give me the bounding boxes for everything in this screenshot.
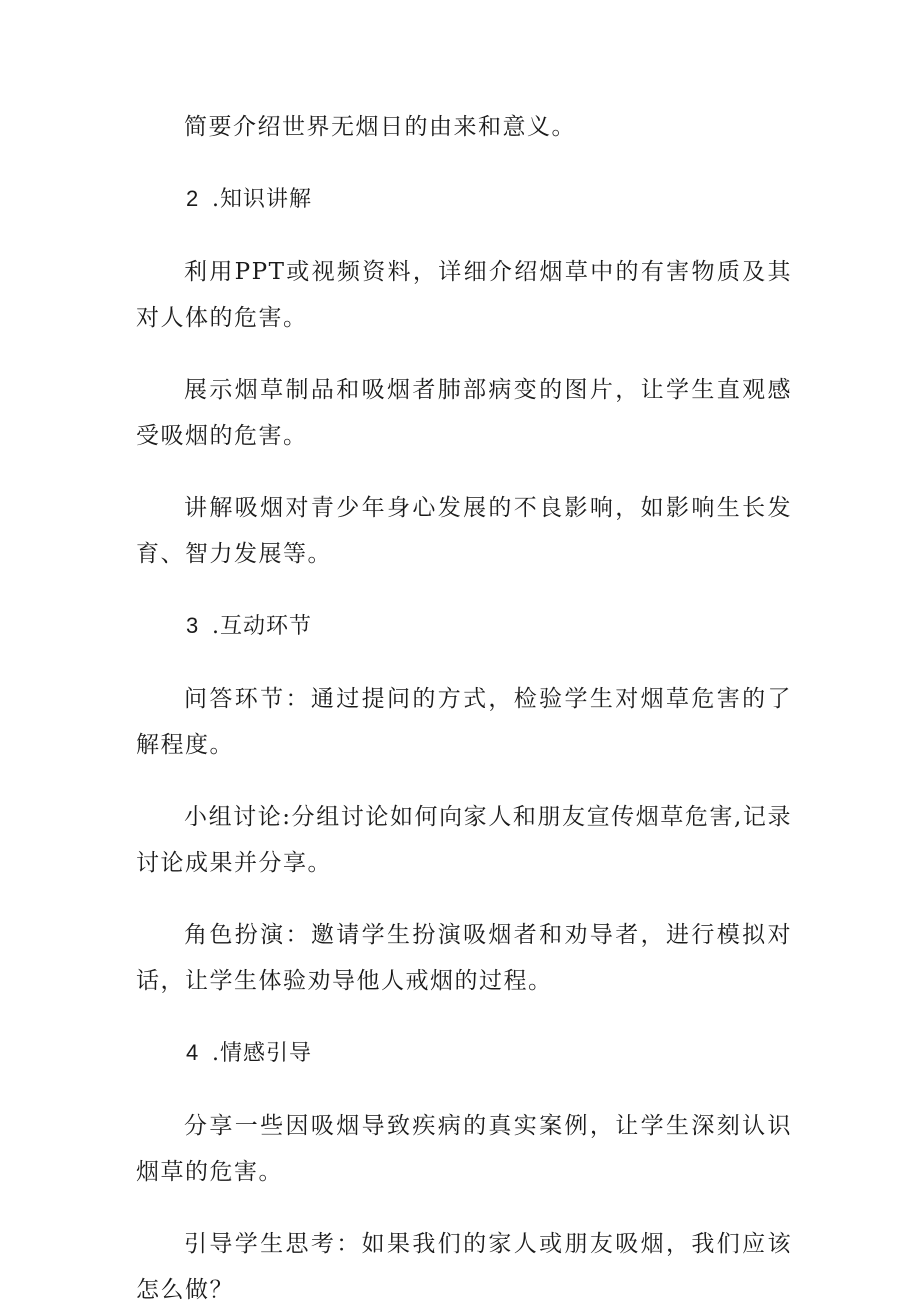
paragraph-intro-meaning: 简要介绍世界无烟日的由来和意义。	[184, 114, 576, 140]
section-heading-interaction	[136, 603, 792, 650]
document-body	[136, 104, 792, 1313]
section-title: .互动环节	[212, 614, 312, 639]
paragraph-role-play: 角色扮演：邀请学生扮演吸烟者和劝导者，进行模拟对话，让学生体验劝导他人戒烟的过程。	[136, 922, 792, 994]
paragraph-group-discussion: 小组讨论:分组讨论如何向家人和朋友宣传烟草危害,记录讨论成果并分享。	[136, 804, 792, 876]
section-title: .知识讲解	[212, 187, 312, 212]
paragraph-real-cases: 分享一些因吸烟导致疾病的真实案例，让学生深刻认识烟草的危害。	[136, 1113, 792, 1185]
section-title: .情感引导	[212, 1041, 312, 1066]
section-number: 4	[186, 1040, 200, 1065]
paragraph-harmful-substances: 利用PPT或视频资料，详细介绍烟草中的有害物质及其对人体的危害。	[136, 259, 792, 331]
section-heading-emotion	[136, 1030, 792, 1077]
paragraph-reflection: 引导学生思考：如果我们的家人或朋友吸烟，我们应该怎么做？	[136, 1231, 792, 1303]
section-heading-knowledge	[136, 176, 792, 223]
paragraph-lung-pictures: 展示烟草制品和吸烟者肺部病变的图片，让学生直观感受吸烟的危害。	[136, 377, 792, 449]
section-number: 3	[186, 613, 200, 638]
paragraph-youth-impact: 讲解吸烟对青少年身心发展的不良影响，如影响生长发育、智力发展等。	[136, 495, 792, 567]
section-number: 2	[186, 186, 200, 211]
paragraph-qa-session: 问答环节：通过提问的方式，检验学生对烟草危害的了解程度。	[136, 686, 792, 758]
